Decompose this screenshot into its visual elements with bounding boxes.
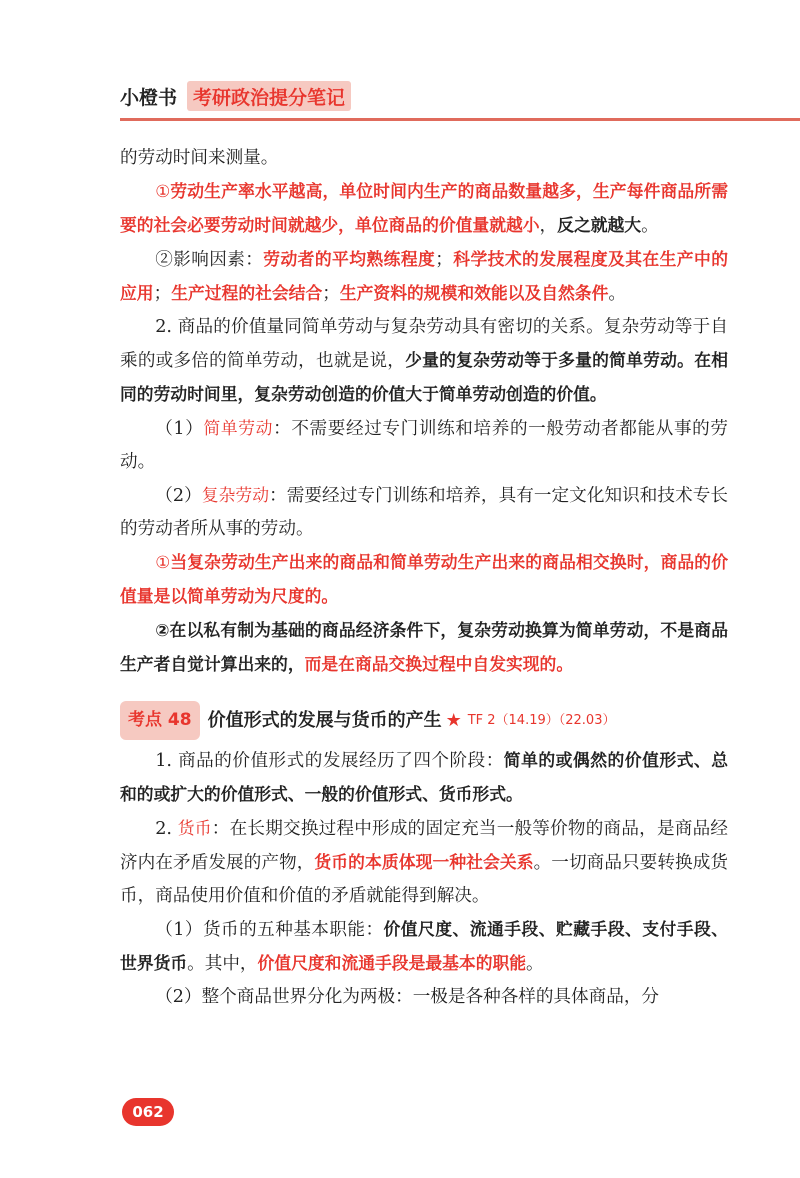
paragraph: （1）货币的五种基本职能：价值尺度、流通手段、贮藏手段、支付手段、世界货币。其中，价值尺度和流通手段是最基本的职能。: [120, 919, 728, 974]
paragraph: 的劳动时间来测量。: [120, 148, 279, 168]
section-badge: 考点 48: [120, 701, 200, 740]
paragraph: （2）整个商品世界分化为两极：一极是各种各样的具体商品，分: [155, 987, 660, 1007]
running-header: [120, 76, 351, 116]
paragraph: ②影响因素：劳动者的平均熟练程度；科学技术的发展程度及其在生产中的应用；生产过程的社会结合；生产资料的规模和效能以及自然条件。: [120, 249, 728, 304]
paragraph: ①当复杂劳动生产出来的商品和简单劳动生产出来的商品相交换时，商品的价值量是以简单劳动为尺度的。: [120, 552, 728, 606]
page-body: [120, 142, 728, 1014]
paragraph: 2. 商品的价值量同简单劳动与复杂劳动具有密切的关系。复杂劳动等于自乘的或多倍的简单劳动，也就是说，少量的复杂劳动等于多量的简单劳动。在相同的劳动时间里，复杂劳动创造的价值大于简单劳动创造的价值。: [120, 317, 728, 404]
exam-frequency: TF 2（14.19）（22.03）: [467, 712, 616, 728]
book-brand: 小橙书: [120, 86, 178, 109]
paragraph: 1. 商品的价值形式的发展经历了四个阶段：简单的或偶然的价值形式、总和的或扩大的价值形式、一般的价值形式、货币形式。: [120, 750, 728, 804]
section-title: 价值形式的发展与货币的产生: [207, 709, 442, 731]
header-rule: [120, 118, 800, 121]
paragraph: （1）简单劳动：不需要经过专门训练和培养的一般劳动者都能从事的劳动。: [120, 418, 728, 472]
star-icon: ★: [445, 709, 462, 731]
paragraph: ②在以私有制为基础的商品经济条件下，复杂劳动换算为简单劳动，不是商品生产者自觉计算出来的，而是在商品交换过程中自发实现的。: [120, 620, 728, 674]
page-number: 062: [122, 1098, 174, 1126]
book-subtitle: 考研政治提分笔记: [187, 81, 351, 111]
paragraph: （2）复杂劳动：需要经过专门训练和培养，具有一定文化知识和技术专长的劳动者所从事的劳动。: [120, 485, 728, 539]
paragraph: ①劳动生产率水平越高，单位时间内生产的商品数量越多，生产每件商品所需要的社会必要劳动时间就越少，单位商品的价值量就越小，反之就越大。: [120, 181, 728, 236]
section-heading: [120, 702, 728, 738]
paragraph: 2. 货币：在长期交换过程中形成的固定充当一般等价物的商品，是商品经济内在矛盾发展的产物，货币的本质体现一种社会关系。一切商品只要转换成货币，商品使用价值和价值的矛盾就能得到解决。: [120, 818, 728, 906]
